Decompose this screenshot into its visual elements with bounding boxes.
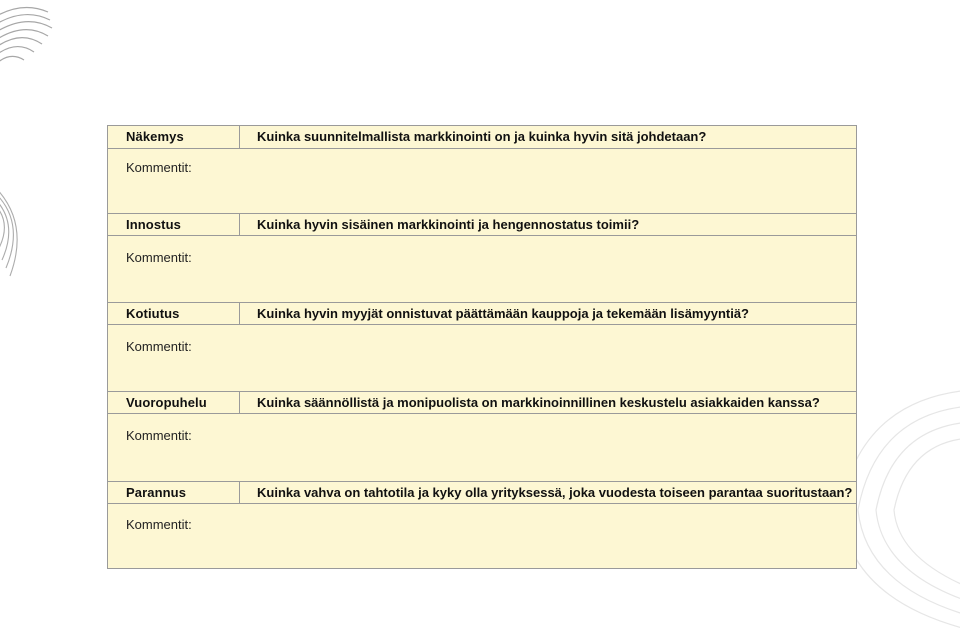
comment-label: Kommentit: [126,160,192,175]
column-divider [239,126,240,148]
column-divider [239,214,240,235]
column-divider [239,392,240,413]
comment-label: Kommentit: [126,428,192,443]
fingerprint-decoration-left [0,190,30,280]
section-question: Kuinka hyvin myyjät onnistuvat päättämään kauppoja ja tekemään lisämyyntiä? [257,306,749,321]
column-divider [239,482,240,503]
section-question: Kuinka hyvin sisäinen markkinointi ja hengennostatus toimii? [257,217,640,232]
question-row [108,302,856,325]
question-row [108,126,856,149]
section-question: Kuinka vahva on tahtotila ja kyky olla yrityksessä, joka vuodesta toiseen parantaa suoritustaan? [257,485,853,500]
section-question: Kuinka säännöllistä ja monipuolista on markkinoinnillinen keskustelu asiakkaiden kanssa? [257,395,820,410]
section-label: Kotiutus [126,306,180,321]
question-row [108,213,856,236]
question-row [108,391,856,414]
column-divider [239,303,240,324]
section-label: Vuoropuhelu [126,395,207,410]
comment-label: Kommentit: [126,339,192,354]
section-question: Kuinka suunnitelmallista markkinointi on ja kuinka hyvin sitä johdetaan? [257,129,707,144]
section-label: Innostus [126,217,181,232]
question-row [108,481,856,504]
comment-label: Kommentit: [126,250,192,265]
section-label: Näkemys [126,129,184,144]
section-label: Parannus [126,485,187,500]
evaluation-form [107,125,857,569]
comment-label: Kommentit: [126,517,192,532]
fingerprint-decoration-top-left [0,0,70,80]
